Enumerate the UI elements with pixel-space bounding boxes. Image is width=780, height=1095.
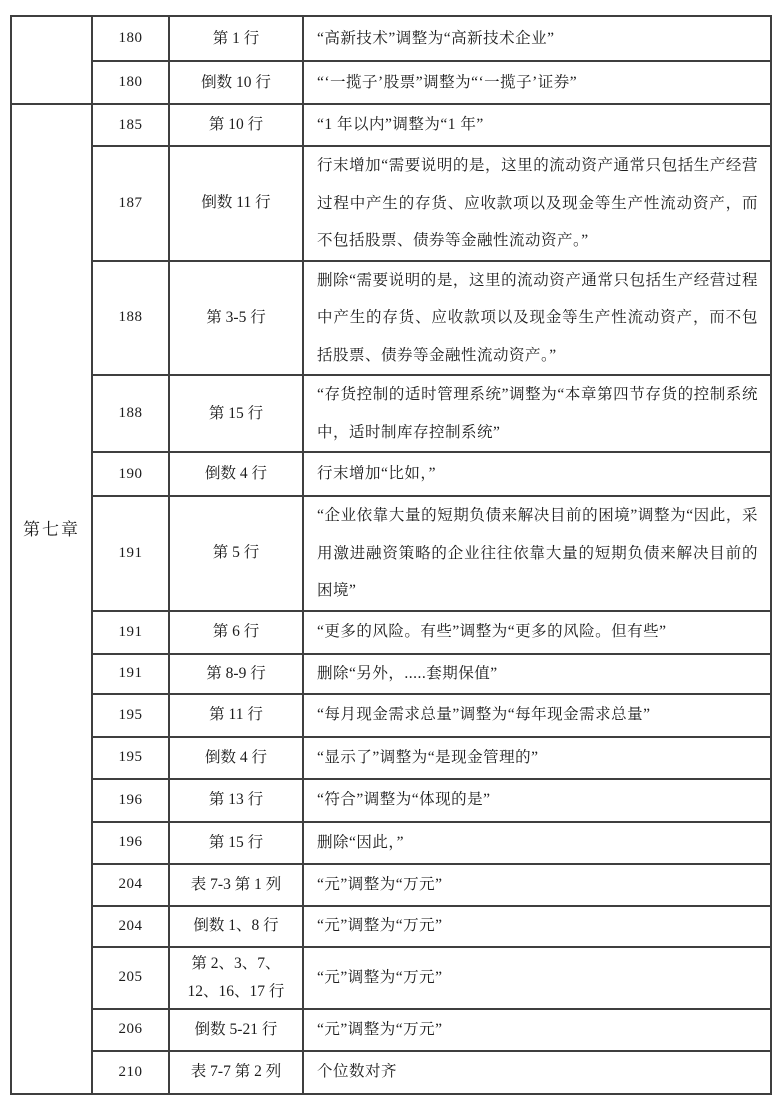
content-cell: 删除“另外，.....套期保值”: [303, 654, 771, 694]
content-cell: 行末增加“需要说明的是，这里的流动资产通常只包括生产经营过程中产生的存货、应收款项以及现金等生产性流动资产，而不包括股票、债券等金融性流动资产。”: [303, 146, 771, 261]
page-cell: 196: [92, 779, 169, 822]
table-row: [11, 906, 771, 947]
table-row: [11, 779, 771, 822]
page-cell: 191: [92, 611, 169, 654]
table-row: [11, 611, 771, 654]
page-cell: 196: [92, 822, 169, 864]
line-cell: 表 7-3 第 1 列: [169, 864, 303, 906]
page-cell: 206: [92, 1009, 169, 1051]
page-cell: 188: [92, 375, 169, 452]
page-cell: 180: [92, 16, 169, 61]
table-row: [11, 61, 771, 104]
line-cell: 第 3-5 行: [169, 261, 303, 376]
line-cell: 第 1 行: [169, 16, 303, 61]
table-row: [11, 822, 771, 864]
content-cell: “‘一揽子’股票”调整为“‘一揽子’证券”: [303, 61, 771, 104]
content-cell: “显示了”调整为“是现金管理的”: [303, 737, 771, 779]
line-cell: 倒数 11 行: [169, 146, 303, 261]
content-cell: “元”调整为“万元”: [303, 947, 771, 1009]
table-row: [11, 452, 771, 496]
content-cell: “1 年以内”调整为“1 年”: [303, 104, 771, 146]
content-cell: “存货控制的适时管理系统”调整为“本章第四节存货的控制系统中，适时制库存控制系统”: [303, 375, 771, 452]
table-row: [11, 146, 771, 261]
content-cell: “更多的风险。有些”调整为“更多的风险。但有些”: [303, 611, 771, 654]
line-cell: 第 15 行: [169, 822, 303, 864]
page-cell: 180: [92, 61, 169, 104]
chapter-cell: 第七章: [11, 104, 92, 1094]
page-cell: 185: [92, 104, 169, 146]
table-row: [11, 375, 771, 452]
table-row: [11, 1051, 771, 1094]
page-cell: 204: [92, 906, 169, 947]
content-cell: “高新技术”调整为“高新技术企业”: [303, 16, 771, 61]
content-cell: 行末增加“比如，”: [303, 452, 771, 496]
line-cell: 第 15 行: [169, 375, 303, 452]
page-cell: 191: [92, 654, 169, 694]
table-row: [11, 654, 771, 694]
page-cell: 187: [92, 146, 169, 261]
line-cell: 倒数 10 行: [169, 61, 303, 104]
line-cell: 第 10 行: [169, 104, 303, 146]
line-cell: 倒数 4 行: [169, 452, 303, 496]
line-cell: 倒数 1、8 行: [169, 906, 303, 947]
content-cell: “元”调整为“万元”: [303, 1009, 771, 1051]
table-row: [11, 737, 771, 779]
table-row: [11, 496, 771, 611]
page-cell: 195: [92, 737, 169, 779]
table-row: [11, 1009, 771, 1051]
content-cell: 个位数对齐: [303, 1051, 771, 1094]
page-cell: 188: [92, 261, 169, 376]
content-cell: “每月现金需求总量”调整为“每年现金需求总量”: [303, 694, 771, 737]
content-cell: “企业依靠大量的短期负债来解决目前的困境”调整为“因此，采用激进融资策略的企业往往依靠大量的短期负债来解决目前的困境”: [303, 496, 771, 611]
page-cell: 195: [92, 694, 169, 737]
line-cell: 第 8-9 行: [169, 654, 303, 694]
line-cell: 第 13 行: [169, 779, 303, 822]
page-cell: 210: [92, 1051, 169, 1094]
page-cell: 205: [92, 947, 169, 1009]
line-cell: 第 2、3、7、12、16、17 行: [169, 947, 303, 1009]
table-row: [11, 104, 771, 146]
line-cell: 倒数 4 行: [169, 737, 303, 779]
page-cell: 204: [92, 864, 169, 906]
line-cell: 第 11 行: [169, 694, 303, 737]
line-cell: 表 7-7 第 2 列: [169, 1051, 303, 1094]
line-cell: 倒数 5-21 行: [169, 1009, 303, 1051]
table-row: [11, 864, 771, 906]
content-cell: 删除“需要说明的是，这里的流动资产通常只包括生产经营过程中产生的存货、应收款项以及现金等生产性流动资产，而不包括股票、债券等金融性流动资产。”: [303, 261, 771, 376]
content-cell: “符合”调整为“体现的是”: [303, 779, 771, 822]
table-row: [11, 694, 771, 737]
content-cell: “元”调整为“万元”: [303, 864, 771, 906]
line-cell: 第 6 行: [169, 611, 303, 654]
line-cell: 第 5 行: [169, 496, 303, 611]
page-cell: 191: [92, 496, 169, 611]
table-row: [11, 16, 771, 61]
content-cell: “元”调整为“万元”: [303, 906, 771, 947]
table-row: [11, 261, 771, 376]
content-cell: 删除“因此，”: [303, 822, 771, 864]
page-cell: 190: [92, 452, 169, 496]
errata-table: [10, 15, 772, 1095]
table-row: [11, 947, 771, 1009]
chapter-cell: [11, 16, 92, 104]
